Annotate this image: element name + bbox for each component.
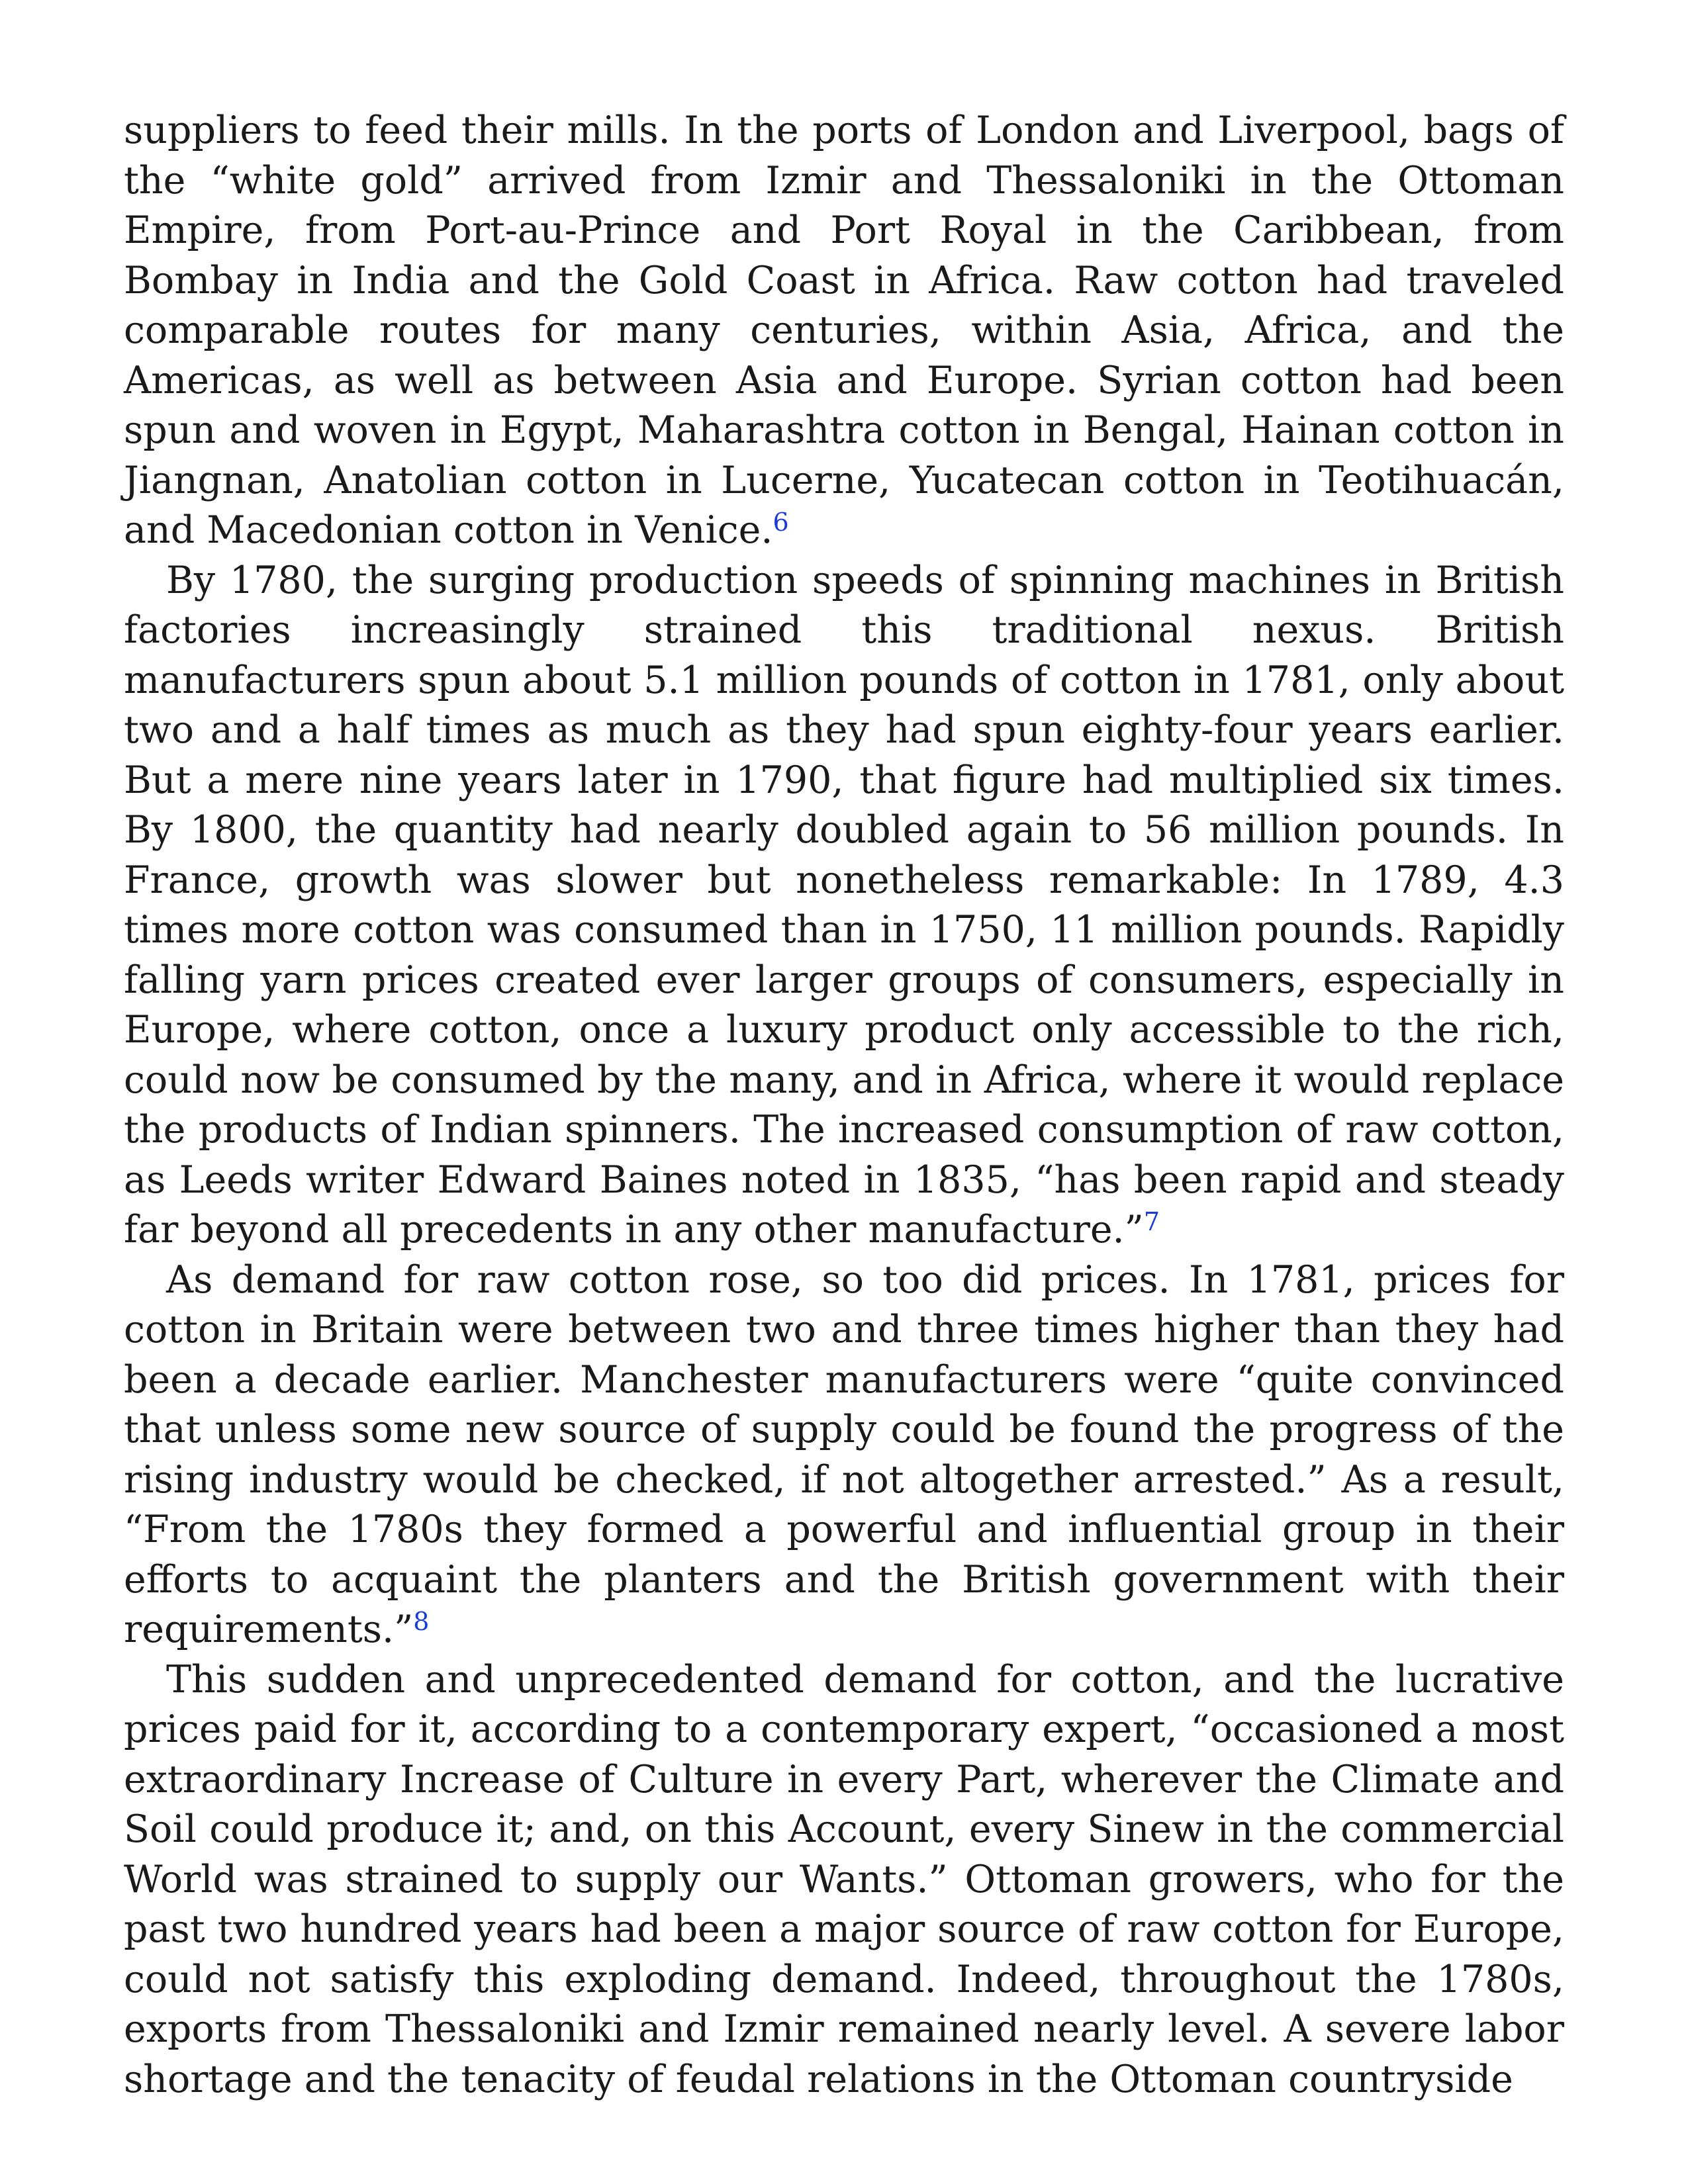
paragraph bbox=[124, 556, 1564, 1255]
paragraph-text: As demand for raw cotton rose, so too did prices. In 1781, prices for cotton in Britain were between two and three times higher than they had been a decade earlier. Manchester manufacturers were “quite convinced that unless some new source of supply could be found the progress of the rising industry would be checked, if not altogether arrested.” As a result, “From the 1780s they formed a powerful and influential group in their efforts to acquaint the planters and the British government with their requirements.” bbox=[124, 1257, 1564, 1651]
paragraph-continued bbox=[124, 106, 1564, 556]
footnote-marker[interactable]: 6 bbox=[773, 508, 789, 537]
footnote-marker[interactable]: 7 bbox=[1143, 1207, 1160, 1236]
paragraph bbox=[124, 1655, 1564, 2105]
paragraph-text: By 1780, the surging production speeds of spinning machines in British factories increasingly strained this traditional nexus. British manufacturers spun about 5.1 million pounds of cotton in 1781, only about two and a half times as much as they had spun eighty-four years earlier. But a mere nine years later in 1790, that figure had multiplied six times. By 1800, the quantity had nearly doubled again to 56 million pounds. In France, growth was slower but nonetheless remarkable: In 1789, 4.3 times more cotton was consumed than in 1750, 11 million pounds. Rapidly falling yarn prices created ever larger groups of consumers, especially in Europe, where cotton, once a luxury product only accessible to the rich, could now be consumed by the many, and in Africa, where it would replace the products of Indian spinners. The increased consumption of raw cotton, as Leeds writer Edward Baines noted in 1835, “has been rapid and steady far beyond all precedents in any other manufacture.” bbox=[124, 558, 1564, 1251]
paragraph-text: This sudden and unprecedented demand for cotton, and the lucrative prices paid for it, according to a contemporary expert, “occasioned a most extraordinary Increase of Culture in every Part, wherever the Climate and Soil could produce it; and, on this Account, every Sinew in the commercial World was strained to supply our Wants.” Ottoman growers, who for the past two hundred years had been a major source of raw cotton for Europe, could not satisfy this exploding demand. Indeed, throughout the 1780s, exports from Thessaloniki and Izmir remained nearly level. A severe labor shortage and the tenacity of feudal relations in the Ottoman countryside bbox=[124, 1657, 1564, 2101]
paragraph bbox=[124, 1255, 1564, 1655]
paragraph-text: suppliers to feed their mills. In the ports of London and Liverpool, bags of the “white gold” arrived from Izmir and Thessaloniki in the Ottoman Empire, from Port-au-Prince and Port Royal in the Caribbean, from Bombay in India and the Gold Coast in Africa. Raw cotton had traveled comparable routes for many centuries, within Asia, Africa, and the Americas, as well as between Asia and Europe. Syrian cotton had been spun and woven in Egypt, Maharashtra cotton in Bengal, Hainan cotton in Jiangnan, Anatolian cotton in Lucerne, Yucatecan cotton in Teotihuacán, and Macedonian cotton in Venice. bbox=[124, 109, 1564, 552]
footnote-marker[interactable]: 8 bbox=[413, 1607, 430, 1636]
book-page-body bbox=[124, 106, 1564, 2105]
